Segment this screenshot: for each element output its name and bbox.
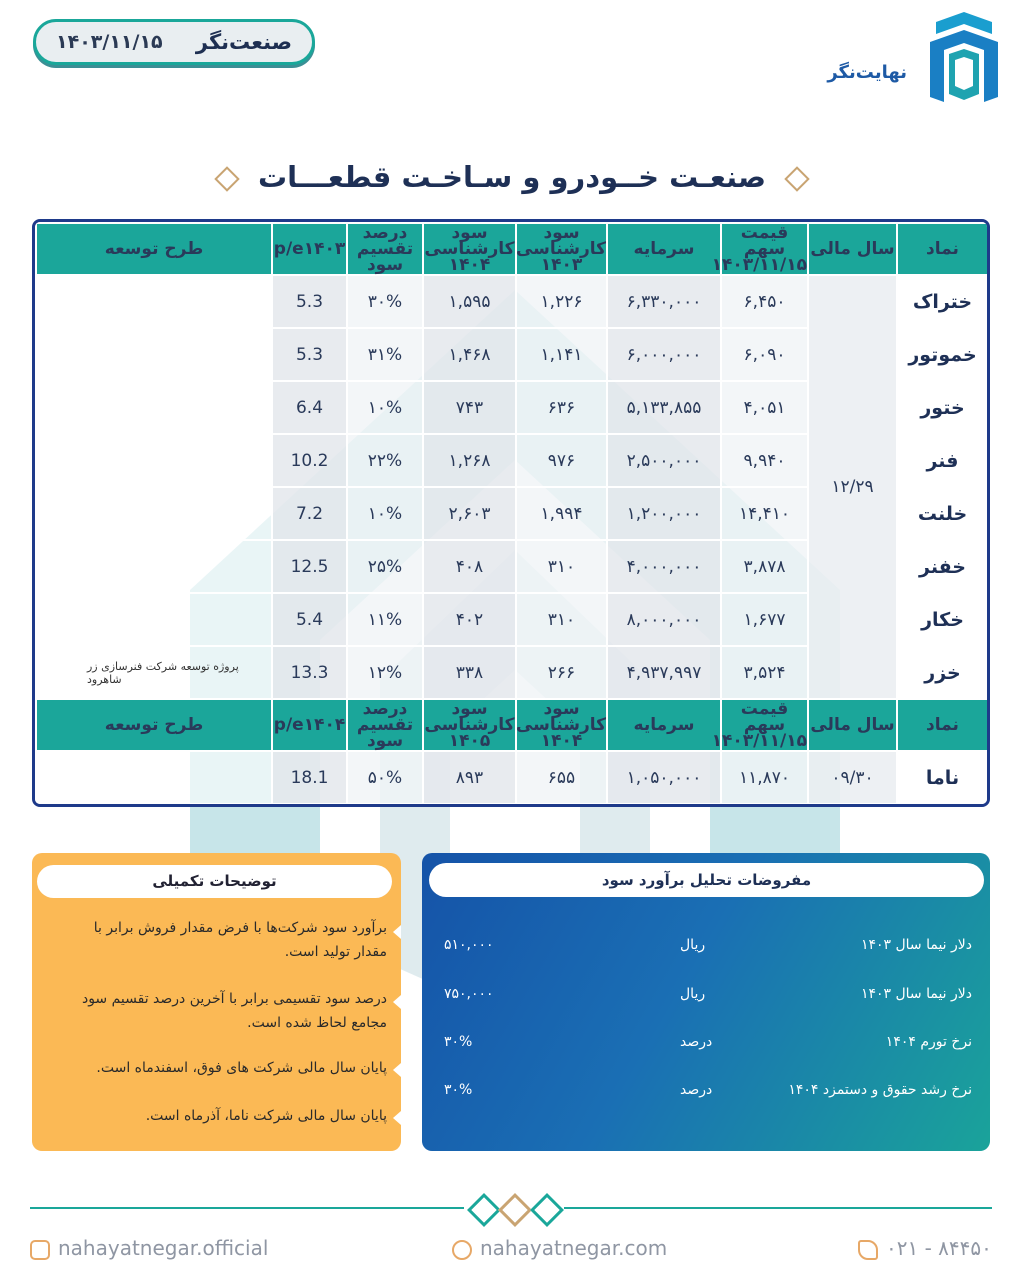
assumption-label: نرخ رشد حقوق و دستمزد ۱۴۰۴ [788,1082,972,1098]
symbol-cell: ختور [897,381,988,434]
price-cell: ۱۱,۸۷۰ [721,751,808,804]
instagram-handle: nahayatnegar.official [58,1236,269,1260]
symbol-cell: خکار [897,593,988,646]
footer-diamonds [464,1190,564,1226]
assumption-row [422,1034,990,1058]
col-fiscal-year: سال مالی [808,699,897,751]
price-cell: ۹,۹۴۰ [721,434,808,487]
phone-icon [858,1240,878,1260]
page-title-text: صنعـت خــودرو و سـاخـت قطعـــات [258,160,766,194]
note-item: درصد سود تقسیمی برابر با آخرین درصد تقسیم سود مجامع لحاظ شده است. [81,991,387,1031]
eps-cell: ۷۴۳ [423,381,516,434]
note-bullet-icon [393,1111,401,1125]
stocks-grid [35,222,989,805]
plan-cell [36,487,272,540]
pe-cell: 13.3 [272,646,347,699]
dividend-cell: ۲۵% [347,540,423,593]
note-item: پایان سال مالی شرکت های فوق، اسفندماه است. [96,1060,387,1076]
price-cell: ۶,۰۹۰ [721,328,808,381]
eps-cell: ۱,۵۹۵ [423,275,516,328]
eps-cell: ۱,۲۶۸ [423,434,516,487]
diamond-icon [498,1193,532,1227]
notes-title: توضیحات تکمیلی [37,865,392,898]
note-item: برآورد سود شرکت‌ها با فرض مقدار فروش برابر با مقدار تولید است. [93,920,387,960]
logo-mark-icon [799,12,999,107]
fiscal-year-cell: ۰۹/۳۰ [808,751,897,804]
plan-cell [36,328,272,381]
eps-cell: ۲۶۶ [516,646,607,699]
col-symbol: نماد [897,223,988,275]
capital-cell: ۶,۰۰۰,۰۰۰ [607,328,721,381]
col-fiscal-year: سال مالی [808,223,897,275]
assumption-row [422,986,990,1010]
capital-cell: ۴,۰۰۰,۰۰۰ [607,540,721,593]
col-eps-1405: سود کارشناسی ۱۴۰۵ [424,699,515,751]
symbol-cell: ختراک [897,275,988,328]
capital-cell: ۱,۰۵۰,۰۰۰ [607,751,721,804]
col-price: قیمت سهم ۱۴۰۳/۱۱/۱۵ [711,223,807,275]
col-price: قیمت سهم ۱۴۰۳/۱۱/۱۵ [711,699,807,751]
col-capital: سرمایه [607,699,721,751]
eps-cell: ۱,۲۲۶ [516,275,607,328]
assumptions-title: مفروضات تحلیل برآورد سود [429,863,984,897]
col-plan: طرح توسعه [36,223,272,275]
capital-cell: ۴,۹۳۷,۹۹۷ [607,646,721,699]
plan-cell [36,275,272,328]
page-title [0,160,1024,194]
diamond-icon [467,1193,501,1227]
pe-cell: 7.2 [272,487,347,540]
pe-cell: 10.2 [272,434,347,487]
assumption-label: نرخ تورم ۱۴۰۴ [885,1034,972,1050]
plan-cell [36,751,272,804]
dividend-cell: ۱۲% [347,646,423,699]
eps-cell: ۳۱۰ [516,540,607,593]
pe-cell: 12.5 [272,540,347,593]
col-dividend: درصد تقسیم سود [347,699,423,751]
note-item: پایان سال مالی شرکت ناما، آذرماه است. [145,1108,387,1124]
assumption-value: ۳۰% [444,1082,473,1098]
assumption-unit: درصد [680,1082,713,1098]
instagram-icon [30,1240,50,1260]
pe-cell: 18.1 [272,751,347,804]
price-cell: ۱۴,۴۱۰ [721,487,808,540]
eps-cell: ۱,۱۴۱ [516,328,607,381]
price-cell: ۱,۶۷۷ [721,593,808,646]
assumption-label: دلار نیما سال ۱۴۰۳ [860,937,972,953]
title-diamond-icon [784,166,809,191]
dividend-cell: ۵۰% [347,751,423,804]
price-cell: ۳,۵۲۴ [721,646,808,699]
website-link[interactable] [452,1236,667,1260]
pe-cell: 5.3 [272,328,347,381]
plan-cell [36,593,272,646]
table-header-row-2 [36,699,988,751]
assumption-unit: درصد [680,1034,713,1050]
dividend-cell: ۱۱% [347,593,423,646]
stocks-table [32,219,990,807]
plan-cell [36,434,272,487]
eps-cell: ۲,۶۰۳ [423,487,516,540]
col-eps-1404: سود کارشناسی ۱۴۰۴ [424,223,515,275]
eps-cell: ۹۷۶ [516,434,607,487]
assumption-value: ۷۵۰,۰۰۰ [444,986,494,1002]
dividend-cell: ۱۰% [347,381,423,434]
col-eps-1403: سود کارشناسی ۱۴۰۳ [515,223,606,275]
table-row [36,275,988,328]
note-bullet-icon [393,1063,401,1077]
assumption-row [422,937,990,961]
symbol-cell: فنر [897,434,988,487]
eps-cell: ۶۳۶ [516,381,607,434]
capital-cell: ۵,۱۳۳,۸۵۵ [607,381,721,434]
col-eps-1404: سود کارشناسی ۱۴۰۴ [515,699,606,751]
brand-logo [799,12,999,107]
col-plan: طرح توسعه [36,699,272,751]
eps-cell: ۴۰۸ [423,540,516,593]
assumption-row [422,1082,990,1106]
eps-cell: ۶۵۵ [516,751,607,804]
note-bullet-icon [393,995,401,1009]
dividend-cell: ۱۰% [347,487,423,540]
eps-cell: ۴۰۲ [423,593,516,646]
symbol-cell: خفنر [897,540,988,593]
symbol-cell: ناما [897,751,988,804]
note-bullet-icon [393,925,401,939]
notes-panel [32,853,401,1151]
assumption-unit: ریال [680,937,706,953]
assumption-value: ۵۱۰,۰۰۰ [444,937,494,953]
assumption-value: ۳۰% [444,1034,473,1050]
plan-cell [36,381,272,434]
title-diamond-icon [214,166,239,191]
col-pe: p/e۱۴۰۴ [272,699,347,751]
assumption-unit: ریال [680,986,706,1002]
assumption-label: دلار نیما سال ۱۴۰۳ [860,986,972,1002]
price-cell: ۶,۴۵۰ [721,275,808,328]
dividend-cell: ۲۲% [347,434,423,487]
eps-cell: ۳۳۸ [423,646,516,699]
col-dividend: درصد تقسیم سود [347,223,423,275]
col-pe: p/e۱۴۰۳ [272,223,347,275]
symbol-cell: خموتور [897,328,988,381]
eps-cell: ۱,۹۹۴ [516,487,607,540]
diamond-icon [530,1193,564,1227]
brand-name: نهایت‌نگر [827,62,907,83]
industry-tag: صنعت‌نگر [195,30,292,54]
pe-cell: 5.3 [272,275,347,328]
price-cell: ۴,۰۵۱ [721,381,808,434]
capital-cell: ۸,۰۰۰,۰۰۰ [607,593,721,646]
phone-link[interactable] [858,1236,992,1260]
plan-cell [36,540,272,593]
dividend-cell: ۳۰% [347,275,423,328]
eps-cell: ۸۹۳ [423,751,516,804]
dividend-cell: ۳۱% [347,328,423,381]
price-cell: ۳,۸۷۸ [721,540,808,593]
col-capital: سرمایه [607,223,721,275]
table-row [36,751,988,804]
plan-cell: پروژه توسعه شرکت فنرسازی زر شاهرود [36,646,272,699]
report-date: ۱۴۰۳/۱۱/۱۵ [56,31,163,53]
symbol-cell: خزر [897,646,988,699]
pe-cell: 6.4 [272,381,347,434]
assumptions-panel [422,853,990,1151]
website-url: nahayatnegar.com [480,1236,668,1260]
capital-cell: ۶,۳۳۰,۰۰۰ [607,275,721,328]
eps-cell: ۳۱۰ [516,593,607,646]
table-header-row [36,223,988,275]
symbol-cell: خلنت [897,487,988,540]
capital-cell: ۱,۲۰۰,۰۰۰ [607,487,721,540]
date-pill [33,19,315,65]
phone-number: ۰۲۱ - ۸۴۴۵۰ [886,1236,992,1260]
col-symbol: نماد [897,699,988,751]
eps-cell: ۱,۴۶۸ [423,328,516,381]
instagram-link[interactable] [30,1236,268,1260]
pe-cell: 5.4 [272,593,347,646]
fiscal-year-cell: ۱۲/۲۹ [808,275,897,699]
capital-cell: ۲,۵۰۰,۰۰۰ [607,434,721,487]
globe-icon [452,1240,472,1260]
